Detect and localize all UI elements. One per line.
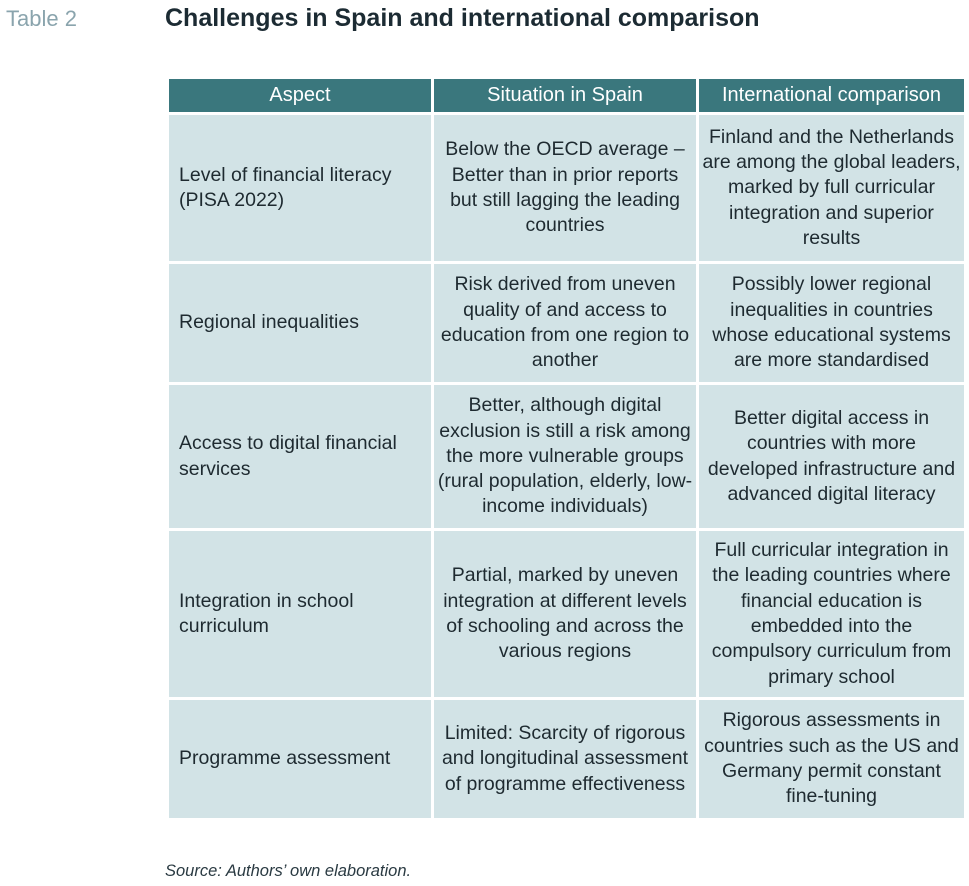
column-header-aspect: Aspect [169, 79, 431, 112]
spain-cell: Limited: Scarcity of rigorous and longitudinal assessment of programme effectiveness [434, 700, 696, 818]
international-cell: Rigorous assessments in countries such as the US and Germany permit constant fine-tuning [699, 700, 964, 818]
spain-cell: Partial, marked by uneven integration at different levels of schooling and across the various regions [434, 531, 696, 697]
international-cell: Better digital access in countries with more developed infrastructure and advanced digital literacy [699, 385, 964, 528]
spain-cell: Below the OECD average – Better than in prior reports but still lagging the leading countries [434, 115, 696, 261]
spain-cell: Better, although digital exclusion is still a risk among the more vulnerable groups (rural population, elderly, low-income individuals) [434, 385, 696, 528]
international-cell: Finland and the Netherlands are among the global leaders, marked by full curricular integration and superior results [699, 115, 964, 261]
international-cell: Possibly lower regional inequalities in countries whose educational systems are more standardised [699, 264, 964, 382]
table-label: Table 2 [6, 6, 77, 31]
table-title: Challenges in Spain and international comparison [165, 4, 760, 32]
table-row [169, 264, 964, 382]
comparison-table [166, 76, 967, 821]
header-row [169, 79, 964, 112]
column-header-international-comparison: International comparison [699, 79, 964, 112]
spain-cell: Risk derived from uneven quality of and access to education from one region to another [434, 264, 696, 382]
source-note: Source: Authors’ own elaboration. [165, 862, 412, 880]
table-row [169, 115, 964, 261]
aspect-cell: Integration in school curriculum [169, 531, 431, 697]
aspect-cell: Regional inequalities [169, 264, 431, 382]
table-row [169, 700, 964, 818]
aspect-cell: Programme assessment [169, 700, 431, 818]
column-header-situation-in-spain: Situation in Spain [434, 79, 696, 112]
table-row [169, 385, 964, 528]
aspect-cell: Level of financial literacy (PISA 2022) [169, 115, 431, 261]
international-cell: Full curricular integration in the leading countries where financial education is embedded into the compulsory curriculum from primary school [699, 531, 964, 697]
table-row [169, 531, 964, 697]
aspect-cell: Access to digital financial services [169, 385, 431, 528]
